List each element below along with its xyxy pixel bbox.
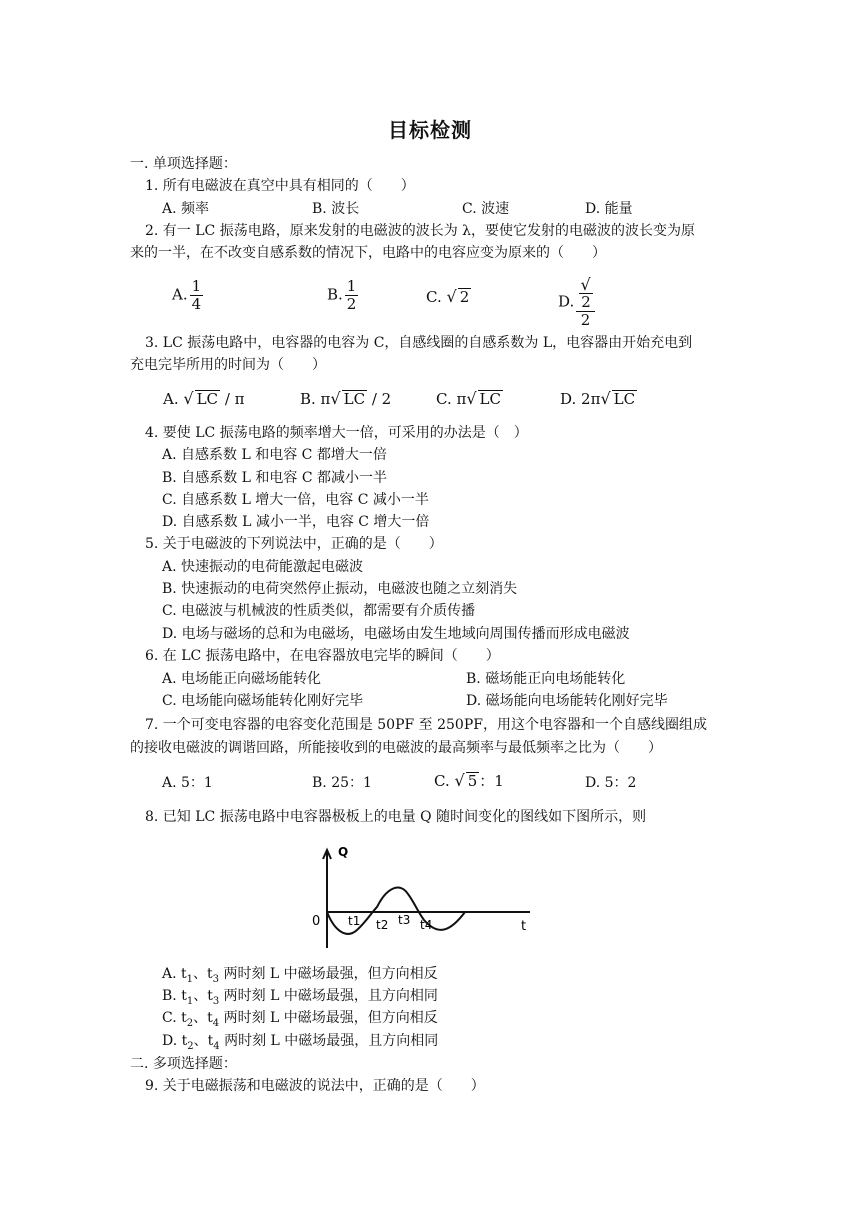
- q7-option-b[interactable]: B. 25：1: [312, 775, 372, 791]
- question-7-stem-line1: 7. 一个可变电容器的电容变化范围是 50PF 至 250PF，用这个电容器和一个自感线圈组成: [145, 717, 707, 733]
- q8-d-sub1: 2: [187, 1040, 194, 1052]
- q6-option-c[interactable]: C. 电场能向磁场能转化刚好完毕: [162, 693, 364, 709]
- q2-option-a[interactable]: [172, 278, 203, 313]
- q6-option-b[interactable]: B. 磁场能正向电场能转化: [466, 671, 626, 687]
- q4-option-a[interactable]: A. 自感系数 L 和电容 C 都增大一倍: [162, 447, 387, 463]
- t3-label: t3: [398, 913, 411, 927]
- q8-a-sub1: 1: [186, 973, 194, 985]
- q3-c-radicand: LC: [479, 390, 501, 408]
- q3-option-c[interactable]: [436, 388, 503, 410]
- q2-b-numerator: 1: [346, 277, 357, 295]
- t2-label: t2: [376, 918, 389, 932]
- radical-sign-icon: √: [466, 389, 477, 408]
- q2-option-c[interactable]: [426, 286, 471, 308]
- question-3-stem-line1: 3. LC 振荡电路中，电容器的电容为 C，自感线圈的自感系数为 L，电容器由开始充电到: [145, 335, 693, 351]
- q3-option-a[interactable]: [163, 388, 245, 410]
- question-3-stem-line2: 充电完毕所用的时间为（ ）: [130, 357, 326, 373]
- q4-option-c[interactable]: C. 自感系数 L 增大一倍，电容 C 减小一半: [162, 492, 429, 508]
- section-heading-multiple-choice: 二. 多项选择题：: [130, 1056, 237, 1072]
- x-axis-label: t: [521, 919, 527, 934]
- question-9-stem: 9. 关于电磁振荡和电磁波的说法中，正确的是（ ）: [145, 1078, 485, 1094]
- q2-option-d[interactable]: [558, 276, 595, 329]
- q3-a-tail: / π: [220, 390, 245, 408]
- q7-option-a[interactable]: A. 5：1: [162, 775, 213, 791]
- q7-option-d[interactable]: D. 5：2: [585, 775, 637, 791]
- q1-option-a[interactable]: A. 频率: [162, 201, 210, 217]
- q2-d-denominator: 2: [580, 311, 591, 329]
- q2-option-b-label: B.: [327, 285, 343, 304]
- q7-option-c[interactable]: [434, 770, 504, 792]
- radical-sign-icon: √: [580, 275, 591, 294]
- q3-d-radicand: LC: [613, 390, 636, 408]
- q2-option-d-label: D.: [558, 292, 575, 311]
- question-4-stem: 4. 要使 LC 振荡电路的频率增大一倍，可采用的办法是（ ）: [145, 425, 528, 441]
- q7-option-c-label: C.: [434, 772, 450, 790]
- q8-b-mid: 、t: [193, 988, 213, 1004]
- question-5-stem: 5. 关于电磁波的下列说法中，正确的是（ ）: [145, 536, 443, 552]
- radical-sign-icon: √: [183, 389, 194, 408]
- q8-c-mid: 、t: [193, 1010, 213, 1026]
- q2-d-radicand: 2: [581, 293, 591, 311]
- q8-c-pre: C. t: [162, 1010, 187, 1026]
- q3-a-radicand: LC: [196, 390, 219, 408]
- q1-option-c[interactable]: C. 波速: [462, 201, 510, 217]
- q8-a-post: 两时刻 L 中磁场最强，但方向相反: [219, 966, 438, 982]
- q2-b-denominator: 2: [346, 295, 357, 313]
- q8-d-pre: D. t: [162, 1033, 188, 1049]
- q8-c-post: 两时刻 L 中磁场最强，但方向相反: [219, 1010, 438, 1026]
- q8-c-sub2: 4: [212, 1017, 220, 1029]
- q2-option-a-label: A.: [172, 285, 188, 304]
- q8-d-post: 两时刻 L 中磁场最强，且方向相同: [219, 1033, 439, 1049]
- radical-sign-icon: √: [446, 287, 457, 306]
- q6-option-a[interactable]: A. 电场能正向磁场能转化: [162, 671, 322, 687]
- q8-b-post: 两时刻 L 中磁场最强，且方向相同: [219, 988, 438, 1004]
- q8-b-sub2: 3: [212, 995, 220, 1007]
- q3-option-c-label: C. π: [436, 390, 467, 408]
- q2-option-c-label: C.: [426, 288, 442, 306]
- q8-b-sub1: 1: [186, 995, 194, 1007]
- y-axis-label: Q: [338, 845, 349, 859]
- question-6-stem: 6. 在 LC 振荡电路中，在电容器放电完毕的瞬间（ ）: [145, 648, 500, 664]
- q2-a-numerator: 1: [191, 277, 202, 295]
- radical-sign-icon: √: [600, 389, 611, 408]
- page-title: 目标检测: [388, 118, 472, 142]
- t1-label: t1: [348, 914, 361, 928]
- q2-a-denominator: 4: [191, 295, 202, 313]
- radical-sign-icon: √: [330, 389, 341, 408]
- q8-a-sub2: 3: [212, 973, 220, 985]
- q1-option-b[interactable]: B. 波长: [312, 201, 360, 217]
- q5-option-c[interactable]: C. 电磁波与机械波的性质类似，都需要有介质传播: [162, 603, 476, 619]
- q5-option-b[interactable]: B. 快速振动的电荷突然停止振动，电磁波也随之立刻消失: [162, 581, 518, 597]
- q4-option-b[interactable]: B. 自感系数 L 和电容 C 都减小一半: [162, 470, 387, 486]
- q8-c-sub1: 2: [186, 1017, 194, 1029]
- q8-a-pre: A. t: [162, 966, 187, 982]
- q7-c-tail: ：1: [479, 772, 504, 790]
- q2-option-b[interactable]: [327, 278, 358, 313]
- question-8-stem: 8. 已知 LC 振荡电路中电容器极板上的电量 Q 随时间变化的图线如下图所示，则: [145, 809, 647, 825]
- question-1-stem: 1. 所有电磁波在真空中具有相同的（ ）: [145, 178, 415, 194]
- q6-option-d[interactable]: D. 磁场能向电场能转化刚好完毕: [466, 693, 668, 709]
- q8-d-mid: 、t: [193, 1033, 214, 1049]
- q8-d-sub2: 4: [213, 1040, 220, 1052]
- q5-option-a[interactable]: A. 快速振动的电荷能激起电磁波: [162, 559, 364, 575]
- radical-sign-icon: √: [454, 771, 465, 790]
- question-2-stem-line1: 2. 有一 LC 振荡电路，原来发射的电磁波的波长为 λ，要使它发射的电磁波的波长变为原: [145, 223, 696, 239]
- question-2-stem-line2: 来的一半，在不改变自感系数的情况下，电路中的电容应变为原来的（ ）: [130, 245, 606, 261]
- q3-option-d-label: D. 2π: [560, 390, 601, 408]
- q4-option-d[interactable]: D. 自感系数 L 减小一半，电容 C 增大一倍: [162, 514, 430, 530]
- q2-c-radicand: 2: [459, 288, 470, 306]
- q8-b-pre: B. t: [162, 988, 187, 1004]
- q3-b-radicand: LC: [343, 390, 366, 408]
- q3-option-b[interactable]: [300, 388, 391, 410]
- q3-option-a-label: A.: [163, 390, 179, 408]
- section-heading-single-choice: 一. 单项选择题：: [130, 156, 237, 172]
- charge-time-graph: [300, 842, 540, 952]
- q3-b-tail: / 2: [367, 390, 392, 408]
- question-7-stem-line2: 的接收电磁波的调谐回路，所能接收到的电磁波的最高频率与最低频率之比为（ ）: [130, 740, 662, 756]
- q7-c-radicand: 5: [467, 772, 478, 790]
- q8-a-mid: 、t: [193, 966, 213, 982]
- t4-label: t4: [420, 918, 433, 932]
- origin-label: 0: [312, 914, 321, 929]
- q1-option-d[interactable]: D. 能量: [585, 201, 633, 217]
- q3-option-d[interactable]: [560, 388, 637, 410]
- q3-option-b-label: B. π: [300, 390, 331, 408]
- q5-option-d[interactable]: D. 电场与磁场的总和为电磁场，电磁场由发生地域向周围传播而形成电磁波: [162, 626, 630, 642]
